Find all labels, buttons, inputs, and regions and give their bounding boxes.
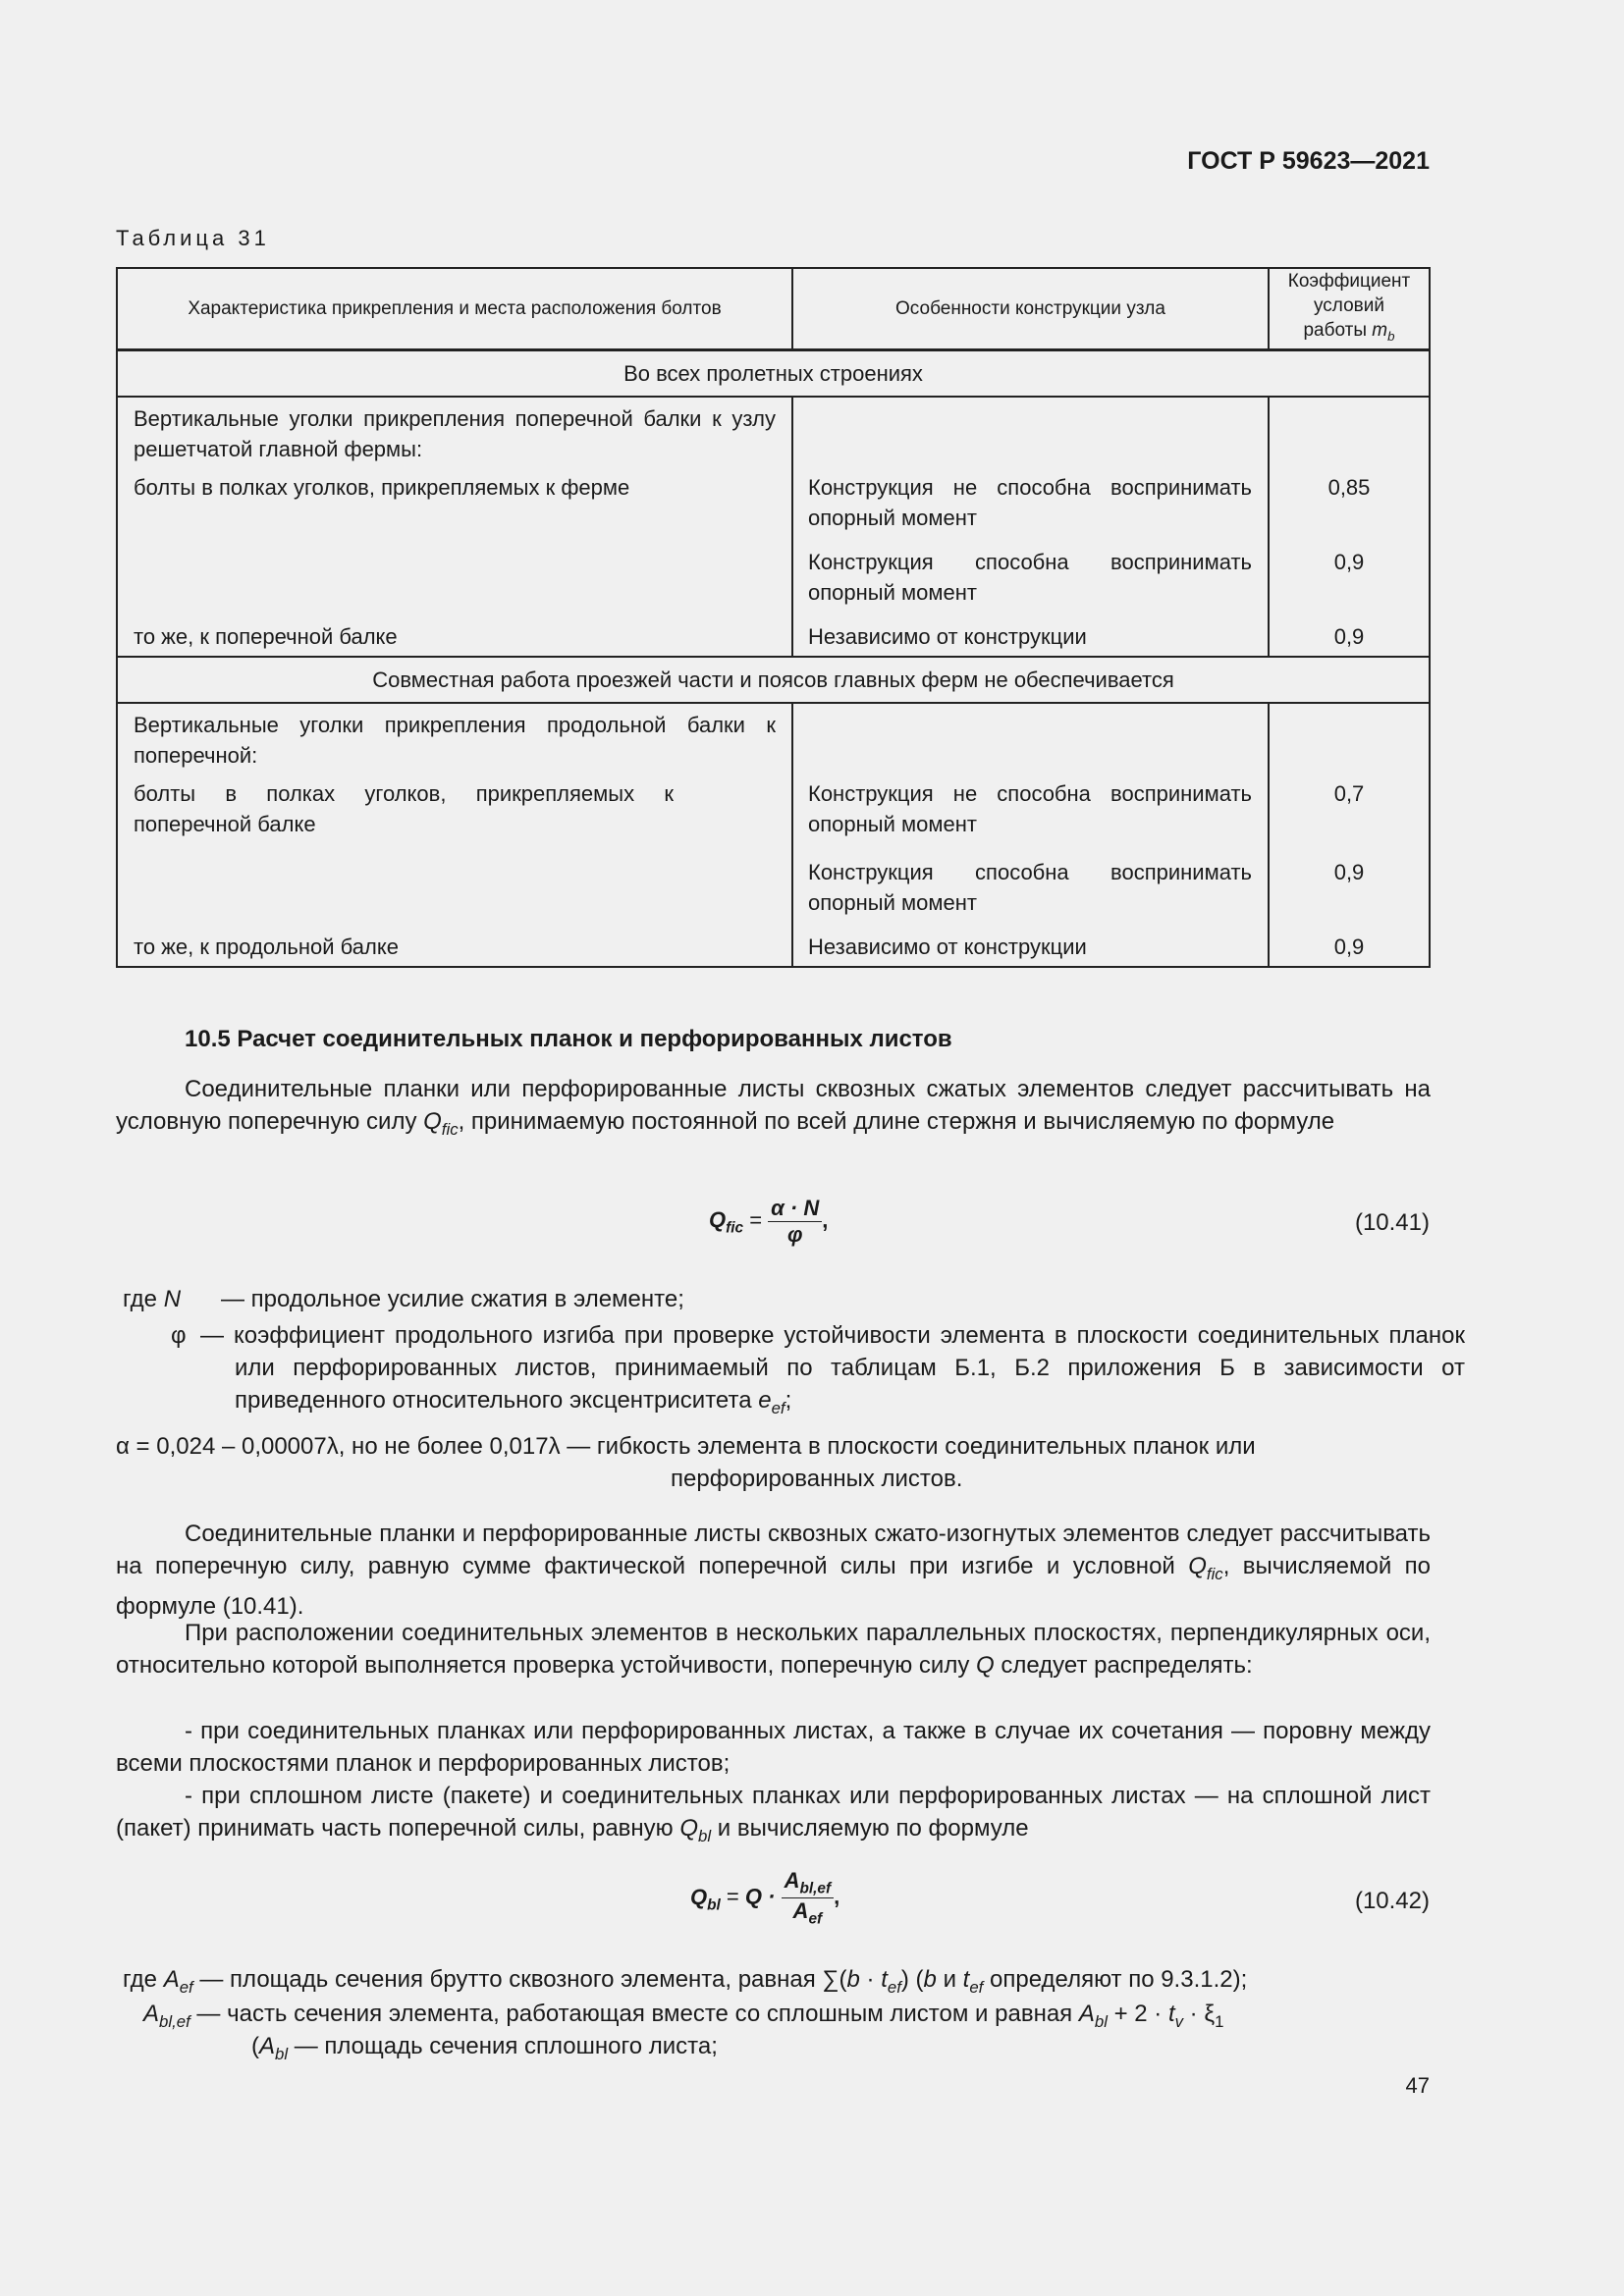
den-sub: ef — [808, 1910, 823, 1928]
symbol: e — [758, 1387, 772, 1414]
symbol: Q — [1188, 1553, 1207, 1579]
paragraph-5 — [116, 1780, 1431, 1852]
coef-symbol-sub: b — [1387, 328, 1395, 344]
text-run: + 2 · — [1107, 2001, 1168, 2027]
table-cell: болты в полках уголков, прикрепляемых к ферме — [117, 468, 792, 537]
symbol-sub: bl,ef — [159, 2011, 190, 2031]
table-cell: 0,9 — [1269, 612, 1430, 657]
text-run: - при сплошном листе (пакете) и соединительных планках или перфорированных листах — на сплошной лист (пакет) принимать часть поперечной силы, равную — [116, 1783, 1431, 1842]
text-run: — коэффициент продольного изгиба при проверке устойчивости элемента в плоскости соединительных планок или перфорированных листов, принимаемый по таблицам Б.1, Б.2 приложения Б в зависимости от приведенного относительного эксцентриситета — [200, 1322, 1465, 1414]
section-row — [117, 349, 1430, 397]
eq-symbol: Q — [690, 1884, 708, 1909]
symbol: Q — [976, 1652, 995, 1679]
eq-symbol: Q — [709, 1207, 727, 1233]
glossary-phi: — коэффициент продольного изгиба при проверке устойчивости элемента в плоскости соединительных планок или перфорированных листов, принимаемый по таблицам Б.1, Б.2 приложения Б в зависимости от приведенного относительного эксцентриситета $e_{ef}$; — [200, 1322, 1465, 1417]
text-run: · — [859, 1966, 882, 1993]
denominator — [782, 1898, 835, 1928]
text-run: Соединительные планки и перфорированные листы сквозных сжато-изогнутых элементов следует рассчитывать на поперечную силу, равную сумме фактической поперечной силы при изгибе и условной — [116, 1521, 1431, 1579]
table-cell: Независимо от конструкции — [792, 922, 1269, 967]
symbol-sub: ef — [887, 1977, 901, 1997]
eq-mid: Q · — [744, 1884, 776, 1909]
num-symbol: A — [784, 1868, 800, 1893]
symbol: Q — [423, 1108, 442, 1135]
table-cell: Конструкция не способна воспринимать опорный момент — [792, 774, 1269, 843]
text-run: — часть сечения элемента, работающая вместе со сплошным листом и равная — [196, 2001, 1073, 2027]
paragraph-4: - при соединительных планках или перфорированных листах, а также в случае их сочетания — поровну между всеми плоскостями планок и перфорированных листов; — [116, 1718, 1431, 1777]
table-cell: 0,9 — [1269, 537, 1430, 612]
table-row — [117, 774, 1430, 843]
text-run: · ξ — [1183, 2001, 1216, 2027]
table-cell: то же, к продольной балке — [117, 922, 792, 967]
table-cell: 0,85 — [1269, 468, 1430, 537]
where-label: где — [123, 1286, 158, 1312]
symbol: t — [881, 1966, 888, 1993]
symbol-sub: ef — [969, 1977, 984, 1997]
symbol-sub: v — [1174, 2011, 1184, 2031]
section-title-1: Во всех пролетных строениях — [117, 349, 1430, 397]
text-run: и вычисляемую по формуле — [717, 1815, 1029, 1842]
den-symbol: A — [792, 1898, 809, 1924]
text-run: ( — [251, 2033, 259, 2059]
symbol: A — [163, 1966, 180, 1993]
glossary-where — [123, 1283, 181, 1315]
equation-10-41: $Q_{fic}$ = $\frac{\alpha \cdot N}{\varphi}$ , — [709, 1196, 829, 1247]
table-row — [117, 537, 1430, 612]
symbol: N — [163, 1286, 182, 1312]
column-header-characteristics: Характеристика прикрепления и места расположения болтов — [117, 268, 792, 349]
symbol-sub: bl — [698, 1826, 712, 1845]
table-cell: Конструкция способна воспринимать опорный момент — [792, 537, 1269, 612]
table-cell: то же, к поперечной балке — [117, 612, 792, 657]
symbol-sub: 1 — [1215, 2011, 1224, 2031]
symbol: t — [1167, 2001, 1175, 2027]
equation-number: (10.42) — [1354, 1888, 1430, 1914]
glossary-alpha: α = 0,024 – 0,00007λ, но не более 0,017λ — гибкость элемента в плоскости соединительных планок или — [116, 1433, 1256, 1460]
symbol: b — [846, 1966, 860, 1993]
eq-symbol-sub: fic — [726, 1219, 744, 1237]
symbol: t — [962, 1966, 970, 1993]
symbol-sub: fic — [441, 1119, 459, 1139]
text-run: При расположении соединительных элементов в нескольких параллельных плоскостях, перпендикулярных оси, относительно которой выполняется проверка устойчивости, поперечную силу — [116, 1620, 1431, 1679]
table-row — [117, 843, 1430, 922]
table-row — [117, 612, 1430, 657]
text-run: — площадь сечения брутто сквозного элемента, равная ∑( — [199, 1966, 847, 1993]
table-cell: болты в полках уголков, прикрепляемых к поперечной балке — [117, 774, 792, 843]
symbol: A — [1078, 2001, 1095, 2027]
table-cell — [1269, 703, 1430, 774]
fraction — [782, 1868, 835, 1929]
section-title-2: Совместная работа проезжей части и поясов главных ферм не обеспечивается — [117, 657, 1430, 703]
table-cell: Вертикальные уголки прикрепления поперечной балки к узлу решетчатой главной фермы: — [117, 397, 792, 468]
glossary-alpha-cont: перфорированных листов. — [671, 1466, 963, 1492]
num-sub: bl,ef — [799, 1880, 832, 1897]
table-cell — [792, 703, 1269, 774]
table-cell: 0,9 — [1269, 922, 1430, 967]
paragraph-3 — [116, 1617, 1431, 1682]
table-cell: 0,9 — [1269, 843, 1430, 922]
paragraph-1 — [116, 1073, 1431, 1146]
page-number: 47 — [1405, 2073, 1430, 2098]
text-run: — площадь сечения сплошного листа; — [288, 2033, 718, 2059]
symbol: A — [259, 2033, 276, 2059]
symbol-sub: bl — [275, 2044, 289, 2063]
document-header: ГОСТ Р 59623—2021 — [1187, 147, 1430, 175]
symbol-sub: ef — [179, 1977, 193, 1997]
denominator: φ — [786, 1222, 803, 1247]
coef-symbol: m — [1372, 320, 1388, 341]
text-run: , принимаемую постоянной по всей длине стержня и вычисляемую по формуле — [458, 1108, 1335, 1135]
coef-header-text: Коэффициент условий работы — [1287, 271, 1411, 341]
numerator: α · N — [768, 1196, 822, 1222]
glossary-abl — [251, 2030, 718, 2070]
paragraph-2 — [116, 1518, 1431, 1623]
table-row — [117, 922, 1430, 967]
eq-symbol-sub: bl — [707, 1896, 721, 1914]
table-cell — [792, 397, 1269, 468]
numerator — [782, 1868, 835, 1898]
section-row — [117, 657, 1430, 703]
table-cell: Конструкция способна воспринимать опорный момент — [792, 843, 1269, 922]
text-run: следует распределять: — [1001, 1652, 1253, 1679]
glossary-n: — продольное усилие сжатия в элементе; — [221, 1286, 684, 1312]
section-heading: 10.5 Расчет соединительных планок и перфорированных листов — [185, 1026, 952, 1052]
symbol: A — [143, 2001, 160, 2027]
table-caption: Таблица 31 — [116, 226, 270, 250]
text-run: , вычисляемой по формуле (10.41). — [116, 1553, 1432, 1620]
equation-number: (10.41) — [1354, 1209, 1430, 1236]
table-cell: Вертикальные уголки прикрепления продольной балки к поперечной: — [117, 703, 792, 774]
text-run: и — [936, 1966, 963, 1993]
text-run: определяют по 9.3.1.2); — [983, 1966, 1248, 1993]
symbol-sub: fic — [1206, 1564, 1223, 1583]
text-run: Соединительные планки или перфорированные листы сквозных сжатых элементов следует рассчитывать на условную поперечную силу — [116, 1076, 1431, 1135]
where-label: где — [123, 1966, 158, 1993]
text-run: ) ( — [900, 1966, 924, 1993]
table-row — [117, 468, 1430, 537]
table-cell — [117, 843, 792, 922]
table-cell: Конструкция не способна воспринимать опорный момент — [792, 468, 1269, 537]
symbol-sub: bl — [1094, 2011, 1108, 2031]
symbol: b — [923, 1966, 937, 1993]
glossary-phi-symbol: φ — [171, 1322, 187, 1349]
table-row — [117, 397, 1430, 468]
column-header-coefficient — [1269, 268, 1430, 349]
table-cell — [1269, 397, 1430, 468]
symbol: Q — [679, 1815, 699, 1842]
column-header-features: Особенности конструкции узла — [792, 268, 1269, 349]
equation-10-42: $Q_{bl} = Q$ · $\frac{A_{bl,ef}}{A_{ef}}$ , — [690, 1868, 840, 1928]
table-cell: 0,7 — [1269, 774, 1430, 843]
table-header-row — [117, 268, 1430, 349]
fraction — [768, 1196, 822, 1248]
table-cell: Независимо от конструкции — [792, 612, 1269, 657]
table-cell — [117, 537, 792, 612]
table-row — [117, 703, 1430, 774]
symbol-sub: ef — [771, 1398, 785, 1417]
table-31 — [116, 267, 1431, 968]
